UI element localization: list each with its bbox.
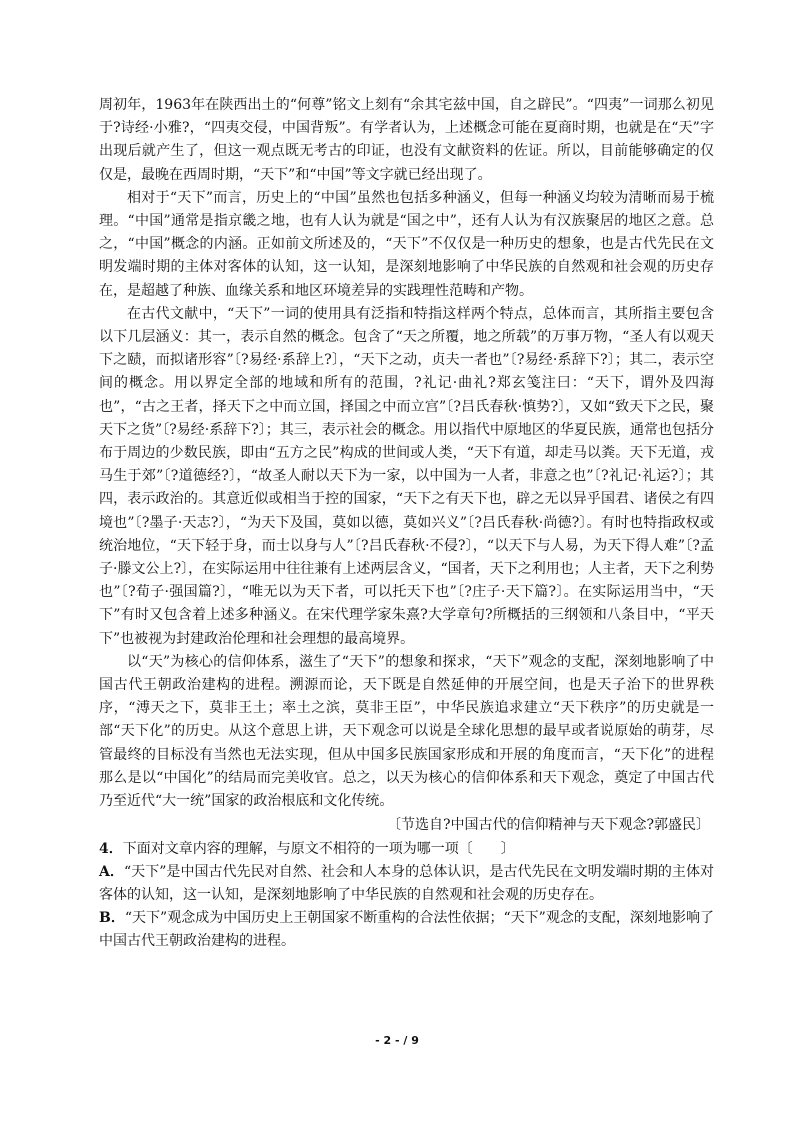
- option-b-text: “天下”观念成为中国历史上王朝国家不断重构的合法性依据；“天下”观念的支配，深刻地影响了中国古代王朝政治建构的进程。: [99, 910, 714, 950]
- question-stem: 下面对文章内容的理解，与原文不相符的一项为哪一项〔 〕: [122, 840, 515, 857]
- paragraph-3: 在古代文献中，“天下”一词的使用具有泛指和特指这样两个特点，总体而言，其所指主要包含以下几层涵义：其一，表示自然的概念。包含了“天之所覆，地之所载”的万事万物，“圣人有以观天下之赜，而拟诸形容”〔?易经·系辞上?〕，“天下之动，贞夫一者也”〔?易经·系辞下?〕；其二，表示空间的概念。用以界定全部的地域和所有的范围，?礼记·曲礼?郑玄笺注曰：“天下，谓外及四海也”，“古之王者，择天下之中而立国，择国之中而立宫”〔?吕氏春秋·慎势?〕，又如“致天下之民，聚天下之货”〔?易经·系辞下?〕；其三，表示社会的概念。用以指代中原地区的华夏民族，通常也包括分布于周边的少数民族，即由“五方之民”构成的世间或人类，“天下有道，却走马以粪。天下无道，戎马生于郊”〔?道德经?〕，“故圣人耐以天下为一家，以中国为一人者，非意之也”〔?礼记·礼运?〕；其四，表示政治的。其意近似或相当于控的国家，“天下之有天下也，辟之无以异乎国君、诸侯之有四境也”〔?墨子·天志?〕，“为天下及国，莫如以德，莫如兴义”〔?吕氏春秋·尚德?〕。有时也特指政权或统治地位，“天下轻于身，而士以身与人”〔?吕氏春秋·不侵?〕，“以天下与人易，为天下得人难”〔?孟子·滕文公上?〕，在实际运用中往往兼有上述两层含义，“国者，天下之利用也；人主者，天下之利势也”〔?荀子·强国篇?〕，“唯无以为天下者，可以托天下也”〔?庄子·天下篇?〕。在实际运用当中，“天下”有时又包含着上述多种涵义。在宋代理学家朱熹?大学章句?所概括的三纲领和八条目中，“平天下”也被视为封建政治伦理和社会理想的最高境界。: [99, 305, 714, 647]
- option-b: [99, 907, 714, 953]
- paragraph-4: 以“天”为核心的信仰体系，滋生了“天下”的想象和探求，“天下”观念的支配，深刻地影响了中国古代王朝政治建构的进程。溯源而论，天下既是自然延伸的开展空间，也是天子治下的世界秩序，“溥天之下，莫非王土；率土之滨，莫非王臣”，中华民族追求建立“天下秩序”的历史就是一部“天下化”的历史。从这个意思上讲，天下观念可以说是全球化思想的最早或者说原始的萌芽，尽管最终的目标没有当然也无法实现，但从中国多民族国家形成和开展的角度而言，“天下化”的进程那么是以“中国化”的结局而完美收官。总之，以天为核心的信仰体系和天下观念，奠定了中国古代乃至近代“大一统”国家的政治根底和文化传统。: [99, 653, 714, 810]
- page-number: - 2 - / 9: [375, 1034, 419, 1047]
- article-body: [99, 94, 714, 954]
- option-b-letter: B．: [99, 910, 125, 927]
- question-4: [99, 838, 714, 861]
- paragraph-2: 相对于“天下”而言，历史上的“中国”虽然也包括多种涵义，但每一种涵义均较为清晰而易于梳理。“中国”通常是指京畿之地，也有人认为就是“国之中”，还有人认为有汉族聚居的地区之意。总之，“中国”概念的内涵。正如前文所述及的，“天下”不仅仅是一种历史的想象，也是古代先民在文明发端时期的主体对客体的认知，这一认知，是深刻地影响了中华民族的自然观和社会观的历史存在，是超越了种族、血缘关系和地区环境差异的实践理性范畴和产物。: [99, 189, 714, 299]
- option-a-letter: A．: [99, 863, 124, 880]
- paragraph-1: 周初年，1963年在陕西出土的“何尊”铭文上刻有“余其宅兹中国，自之辟民”。“四夷”一词那么初见于?诗经·小雅?，“四夷交侵，中国背叛”。有学者认为，上述概念可能在夏商时期，也就是在“天”字出现后就产生了，但这一观点既无考古的印证，也没有文献资料的佐证。所以，目前能够确定的仅仅是，最晚在西周时期，“天下”和“中国”等文字就已经出现了。: [99, 97, 714, 183]
- option-a-text: “天下”是中国古代先民对自然、社会和人本身的总体认识，是古代先民在文明发端时期的主体对客体的认知，这一认知，是深刻地影响了中华民族的自然观和社会观的历史存在。: [99, 863, 714, 903]
- option-a: [99, 861, 714, 907]
- question-number: 4．: [99, 840, 123, 857]
- source-citation: 〔节选自?中国古代的信仰精神与天下观念?郭盛民〕: [386, 817, 710, 834]
